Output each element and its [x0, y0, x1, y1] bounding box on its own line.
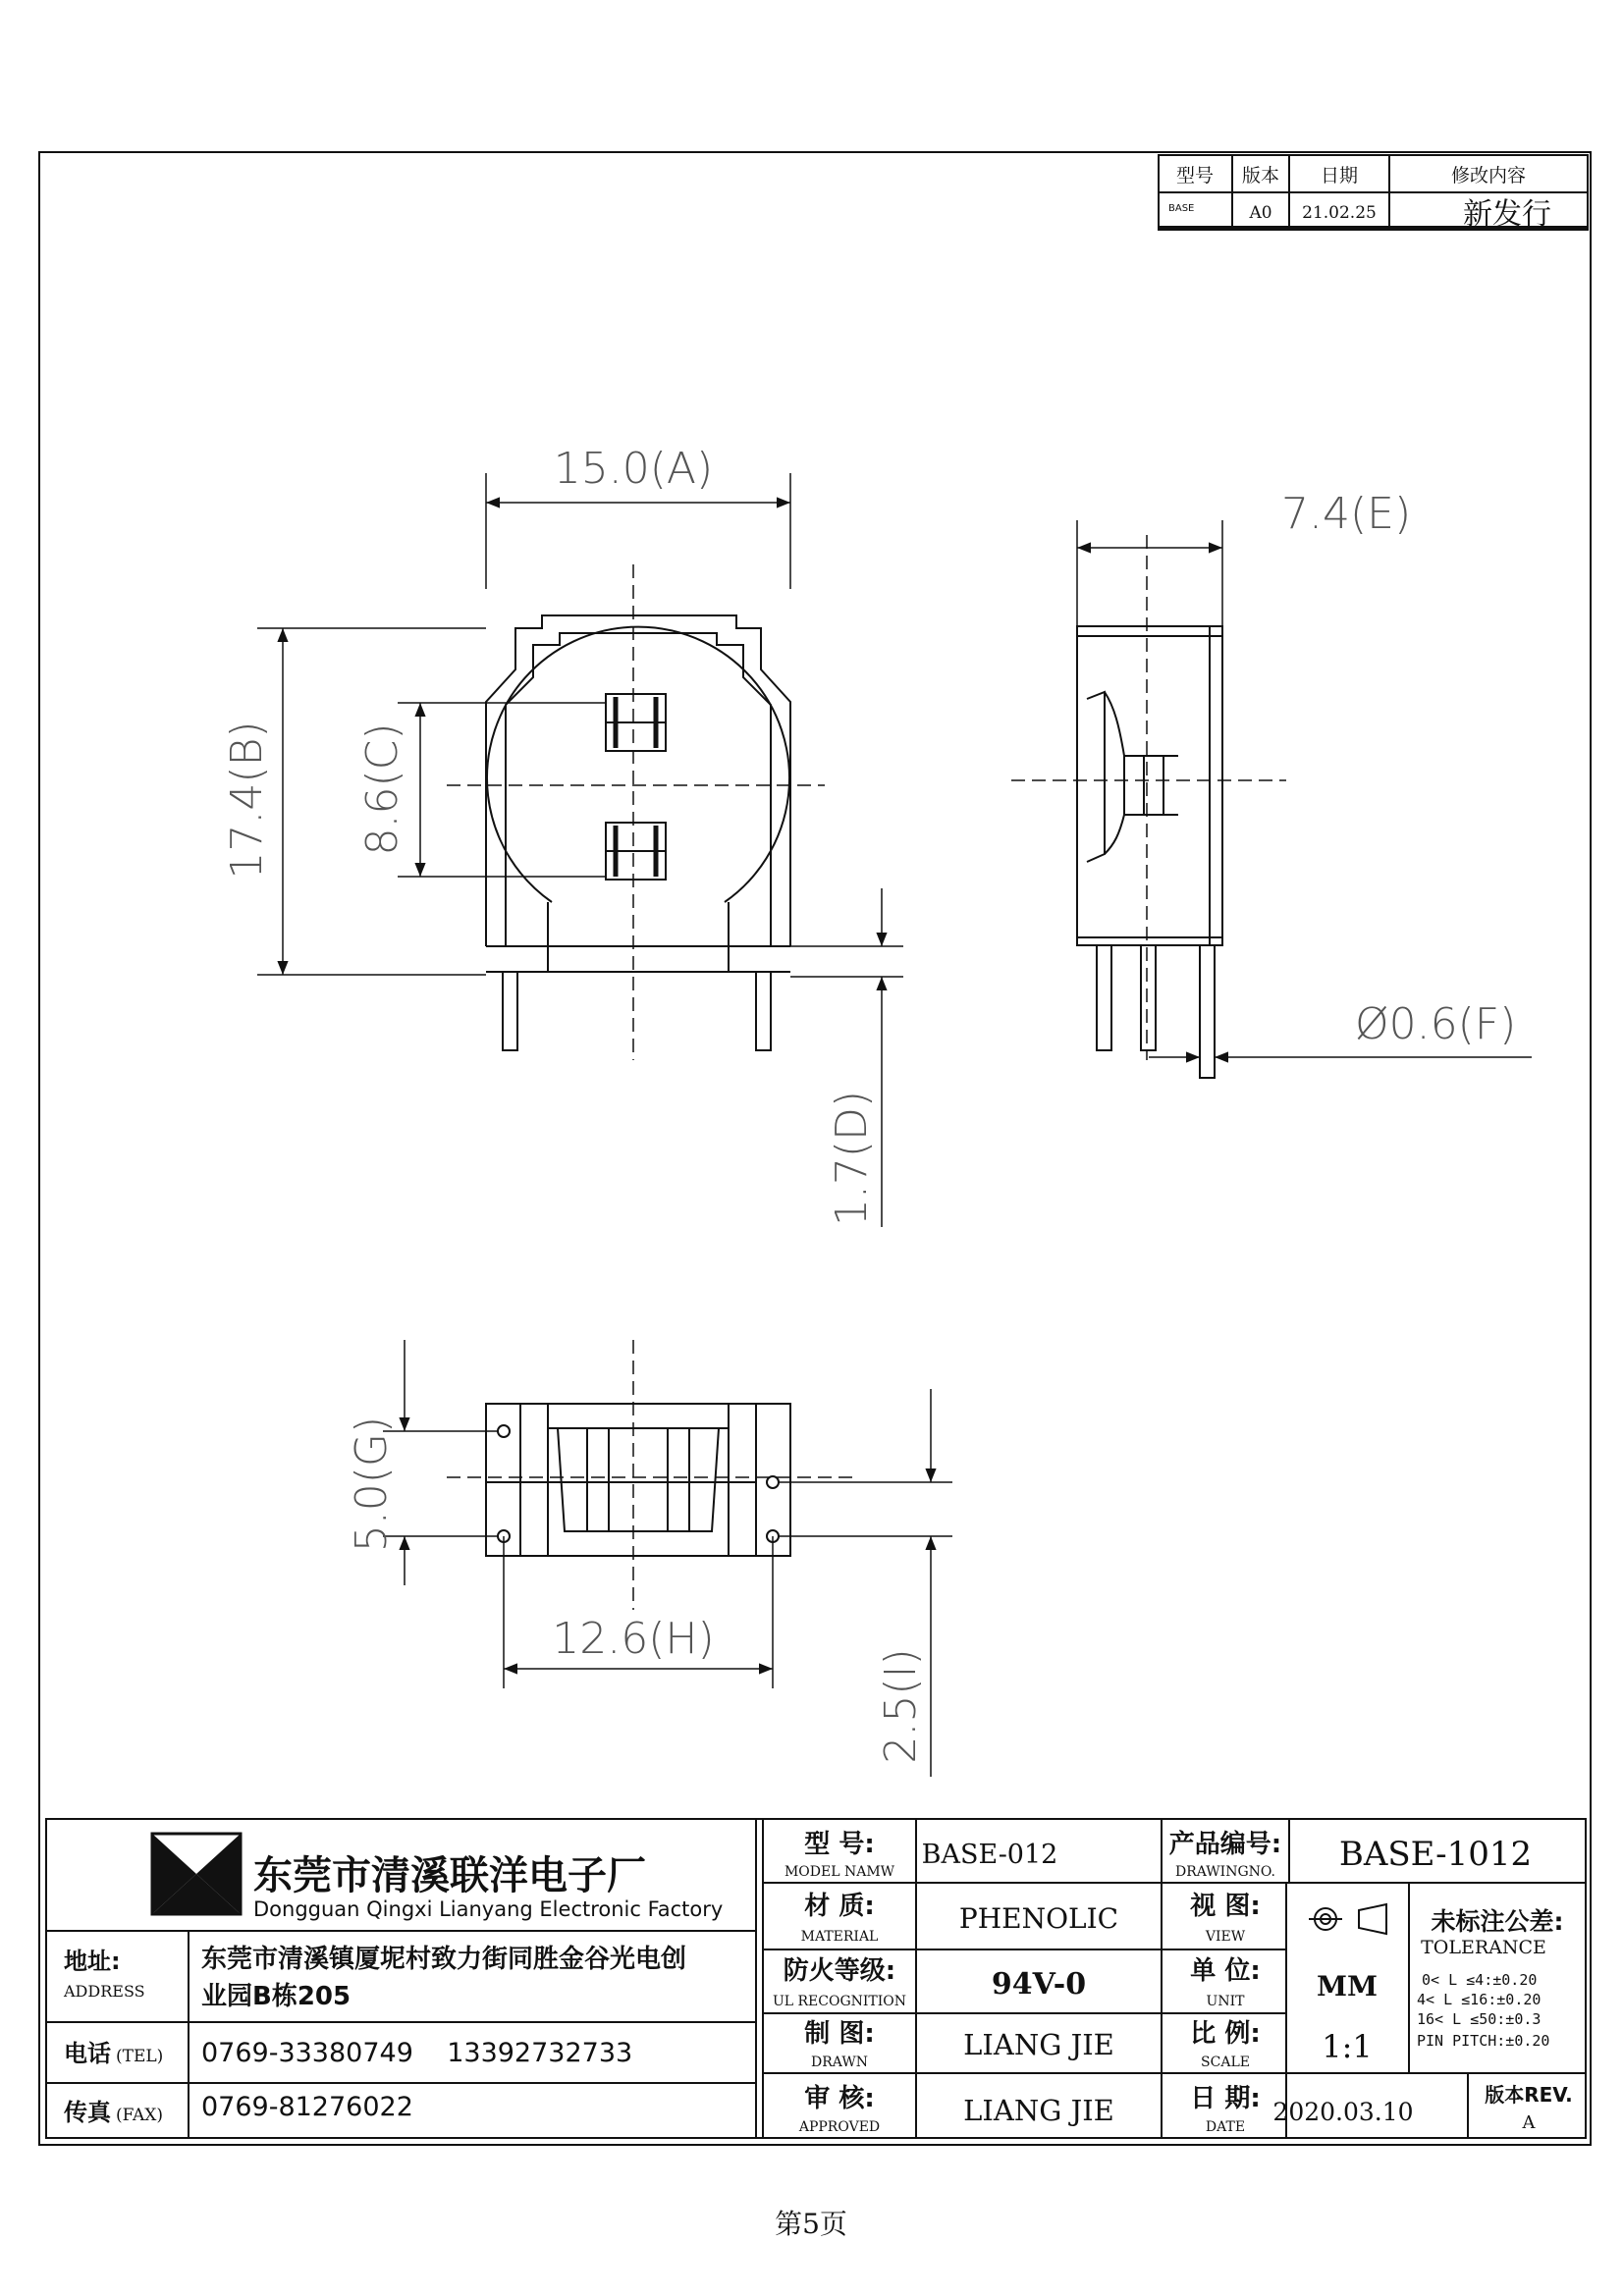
rev-row-model: BASE — [1168, 203, 1195, 214]
rev-header-model: 型号 — [1175, 165, 1215, 187]
address-label-cn: 地址: — [64, 1948, 121, 1975]
drawing-no-label-en: DRAWINGNO. — [1174, 1864, 1276, 1880]
front-view — [486, 615, 790, 1050]
dim-d-label: 1.7(D) — [827, 1090, 877, 1227]
date-value: 2020.03.10 — [1272, 2098, 1414, 2126]
rev-row-version: A0 — [1249, 203, 1272, 223]
fire-value: 94V-0 — [991, 1967, 1087, 2002]
drawn-label-cn: 制 图: — [804, 2019, 875, 2049]
dim-c-lines — [398, 703, 606, 877]
projection-symbol-icon — [1309, 1904, 1386, 1934]
side-view — [1077, 626, 1222, 1078]
view-label-en: VIEW — [1205, 1929, 1246, 1945]
tel-label-en: (TEL) — [116, 2047, 164, 2066]
material-value: PHENOLIC — [958, 1902, 1119, 1935]
model-label-cn: 型 号: — [804, 1830, 875, 1859]
fire-label-en: UL RECOGNITION — [772, 1994, 907, 2009]
drawing-no-value: BASE-1012 — [1338, 1835, 1533, 1874]
drawn-value: LIANG JIE — [963, 2028, 1114, 2061]
fax-value: 0769-81276022 — [201, 2092, 413, 2122]
address-line1: 东莞市清溪镇厦坭村致力街同胜金谷光电创 — [201, 1945, 687, 1974]
dim-b-label: 17.4(B) — [222, 721, 272, 880]
scale-value: 1:1 — [1322, 2028, 1373, 2065]
tolerance-label-en: TOLERANCE — [1421, 1937, 1546, 1958]
rev-row-change: 新发行 — [1463, 197, 1551, 232]
tel-value: 0769-33380749 13392732733 — [201, 2038, 633, 2068]
fire-label-cn: 防火等级: — [783, 1956, 896, 1986]
model-value: BASE-012 — [921, 1840, 1058, 1870]
dim-g-label: 5.0(G) — [347, 1415, 397, 1553]
dim-c-label: 8.6(C) — [357, 722, 407, 856]
dim-h-label: 12.6(H) — [552, 1614, 715, 1664]
tolerance-line-1: 0< L ≤4:±0.20 — [1422, 1971, 1538, 1989]
scale-label-en: SCALE — [1201, 2055, 1250, 2070]
dim-a-label: 15.0(A) — [553, 444, 714, 494]
front-slot-marks — [616, 697, 656, 877]
company-name-en: Dongguan Qingxi Lianyang Electronic Factory — [253, 1897, 724, 1921]
company-logo — [152, 1834, 241, 1914]
dim-i-label: 2.5(I) — [876, 1648, 926, 1764]
approved-value: LIANG JIE — [963, 2094, 1114, 2127]
rev-header-change: 修改内容 — [1450, 165, 1527, 187]
address-line2: 业园B栋205 — [201, 1982, 352, 2011]
tel-label-cn: 电话 — [64, 2040, 111, 2067]
tolerance-label-cn: 未标注公差: — [1431, 1907, 1564, 1936]
unit-value: MM — [1317, 1970, 1378, 2002]
drawn-label-en: DRAWN — [811, 2055, 868, 2070]
model-label-en: MODEL NAMW — [784, 1864, 895, 1880]
rev-header-version: 版本 — [1241, 165, 1280, 187]
rev-row-date: 21.02.25 — [1302, 203, 1377, 223]
bottom-centerlines — [447, 1340, 854, 1610]
approved-label-cn: 审 核: — [804, 2084, 875, 2113]
address-label-en: ADDRESS — [64, 1982, 145, 2001]
fax-label-en: (FAX) — [116, 2106, 163, 2125]
view-label-cn: 视 图: — [1190, 1892, 1261, 1921]
unit-label-cn: 单 位: — [1190, 1956, 1261, 1986]
scale-label-cn: 比 例: — [1190, 2019, 1261, 2049]
drawing-no-label-cn: 产品编号: — [1168, 1830, 1282, 1859]
bottom-view — [486, 1404, 790, 1556]
dim-h-lines — [504, 1536, 773, 1688]
rev-header-date: 日期 — [1320, 165, 1359, 187]
date-label-cn: 日 期: — [1190, 2084, 1261, 2113]
dim-e-lines — [1077, 520, 1222, 626]
tolerance-line-4: PIN PITCH:±0.20 — [1417, 2032, 1550, 2050]
material-label-cn: 材 质: — [804, 1892, 875, 1921]
tolerance-line-2: 4< L ≤16:±0.20 — [1417, 1991, 1542, 2008]
fax-label-cn: 传真 — [64, 2099, 111, 2126]
dim-g-lines — [383, 1340, 498, 1585]
dim-e-label: 7.4(E) — [1281, 489, 1412, 539]
company-name-cn: 东莞市清溪联洋电子厂 — [253, 1853, 646, 1898]
dim-f-label: Ø0.6(F) — [1355, 999, 1517, 1049]
rev-label: 版本REV. — [1485, 2083, 1573, 2107]
tolerance-line-3: 16< L ≤50:±0.3 — [1417, 2010, 1542, 2028]
unit-label-en: UNIT — [1206, 1994, 1245, 2009]
rev-value: A — [1522, 2112, 1536, 2133]
material-label-en: MATERIAL — [800, 1929, 879, 1945]
date-label-en: DATE — [1205, 2119, 1246, 2135]
side-centerlines — [1011, 535, 1286, 1060]
dim-i-lines — [779, 1389, 952, 1777]
approved-label-en: APPROVED — [798, 2119, 881, 2135]
page-number: 第5页 — [775, 2208, 847, 2240]
